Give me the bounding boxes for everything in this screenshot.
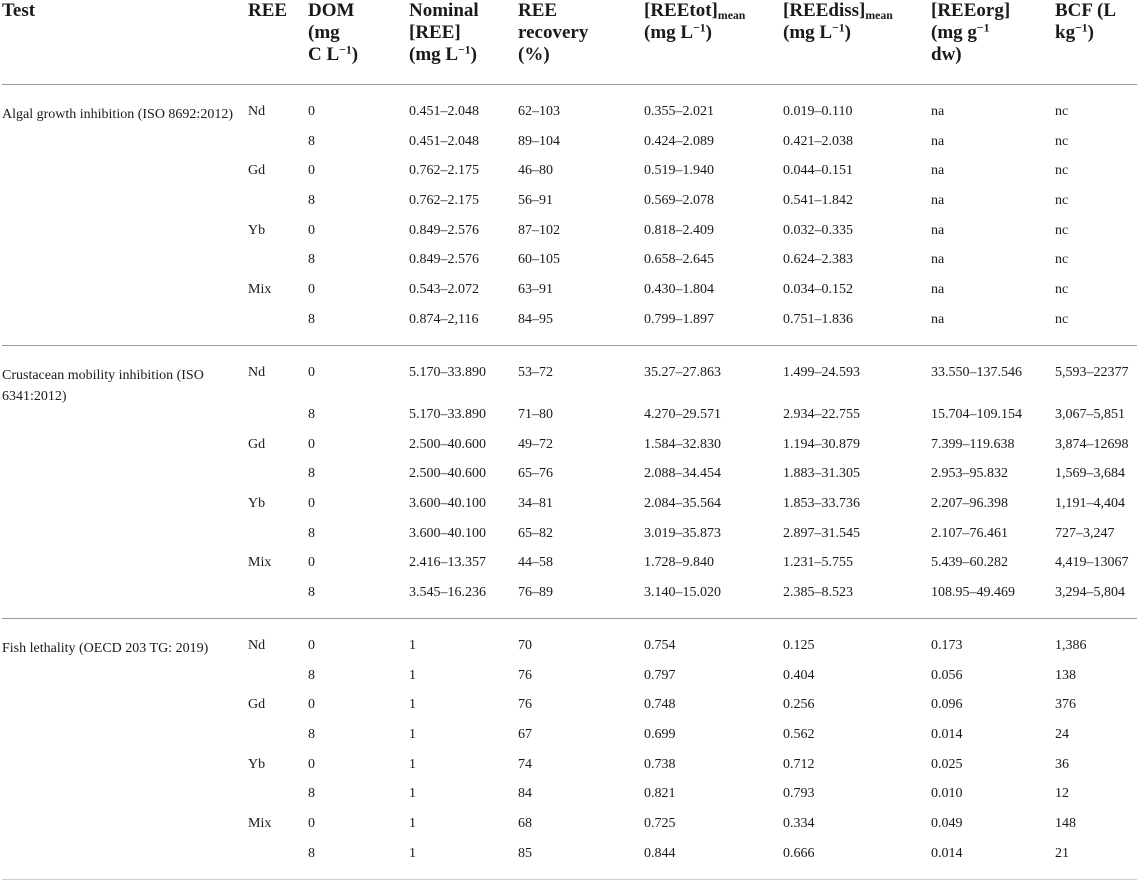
cell-nominal: 1 xyxy=(409,727,416,742)
cell-dom: 0 xyxy=(308,163,315,179)
cell-tot: 0.799–1.897 xyxy=(644,311,714,327)
cell-tot: 0.821 xyxy=(644,786,676,802)
cell-bcf: nc xyxy=(1055,252,1069,268)
cell-dom: 8 xyxy=(308,727,315,742)
cell-org: 0.096 xyxy=(931,697,963,713)
cell-ree: Yb xyxy=(248,495,266,511)
cell-ree xyxy=(248,786,308,816)
cell-ree xyxy=(248,466,308,496)
cell-ree xyxy=(248,312,308,346)
cell-ree xyxy=(248,585,308,619)
cell-bcf: nc xyxy=(1055,133,1069,149)
table-row xyxy=(2,585,1137,619)
cell-diss: 0.562 xyxy=(783,727,815,742)
cell-org: na xyxy=(931,252,945,268)
cell-recovery: 65–76 xyxy=(518,466,553,482)
cell-nominal: 5.170–33.890 xyxy=(409,406,486,422)
table-row xyxy=(2,223,1137,253)
cell-test xyxy=(2,282,248,312)
cell-bcf: 727–3,247 xyxy=(1055,525,1115,541)
cell-nominal: 1 xyxy=(409,786,416,802)
cell-ree xyxy=(248,526,308,556)
cell-org: na xyxy=(931,222,945,238)
table-row xyxy=(2,668,1137,698)
cell-dom: 0 xyxy=(308,555,315,571)
cell-test xyxy=(2,555,248,585)
header-recovery: REE recovery (%) xyxy=(518,0,644,85)
cell-diss: 2.897–31.545 xyxy=(783,525,860,541)
cell-recovery: 87–102 xyxy=(518,222,560,238)
cell-ree xyxy=(248,407,308,437)
cell-test xyxy=(2,252,248,282)
cell-bcf: nc xyxy=(1055,222,1069,238)
cell-recovery: 85 xyxy=(518,846,644,880)
cell-dom: 0 xyxy=(308,816,315,832)
cell-ree: Gd xyxy=(248,436,266,452)
cell-bcf: 24 xyxy=(1055,727,1069,742)
cell-nominal: 1 xyxy=(409,667,416,683)
cell-tot: 0.797 xyxy=(644,667,676,683)
cell-org: 0.014 xyxy=(931,727,963,742)
cell-bcf: 376 xyxy=(1055,697,1076,713)
cell-dom: 0 xyxy=(308,345,409,407)
cell-dom: 0 xyxy=(308,222,315,238)
cell-ree xyxy=(248,193,308,223)
cell-test xyxy=(2,727,248,757)
cell-ree xyxy=(248,846,308,880)
table-row xyxy=(2,697,1137,727)
cell-nominal: 2.500–40.600 xyxy=(409,466,486,482)
cell-test xyxy=(2,193,248,223)
table-row xyxy=(2,437,1137,467)
cell-tot: 1.728–9.840 xyxy=(644,555,714,571)
cell-nominal: 0.849–2.576 xyxy=(409,222,479,238)
cell-recovery: 56–91 xyxy=(518,193,553,209)
cell-tot: 1.584–32.830 xyxy=(644,436,721,452)
cell-recovery: 76 xyxy=(518,697,532,713)
cell-bcf: nc xyxy=(1055,282,1069,298)
cell-dom: 8 xyxy=(308,406,315,422)
cell-test: Algal growth inhibition (ISO 8692:2012) xyxy=(2,107,233,122)
header-test: Test xyxy=(2,0,248,85)
cell-tot: 2.084–35.564 xyxy=(644,495,721,511)
cell-bcf: 1,191–4,404 xyxy=(1055,495,1125,511)
cell-test xyxy=(2,786,248,816)
table-row xyxy=(2,727,1137,757)
cell-nominal: 1 xyxy=(409,618,518,667)
cell-diss: 0.712 xyxy=(783,756,815,772)
cell-test xyxy=(2,437,248,467)
cell-ree: Gd xyxy=(248,163,266,179)
cell-org: 2.207–96.398 xyxy=(931,495,1008,511)
cell-diss: 0.421–2.038 xyxy=(783,133,853,149)
test-group xyxy=(2,85,1137,346)
cell-dom: 8 xyxy=(308,133,315,149)
cell-nominal: 1 xyxy=(409,697,416,713)
cell-recovery: 70 xyxy=(518,618,644,667)
header-bcf: BCF (L $kg^{-1}$) xyxy=(1055,0,1137,85)
cell-test: Fish lethality (OECD 203 TG: 2019) xyxy=(2,618,248,667)
cell-nominal: 3.600–40.100 xyxy=(409,495,486,511)
cell-diss: 0.541–1.842 xyxy=(783,193,853,209)
cell-diss: 0.034–0.152 xyxy=(783,282,853,298)
cell-bcf: 4,419–13067 xyxy=(1055,555,1129,571)
cell-tot: 0.519–1.940 xyxy=(644,163,714,179)
cell-test xyxy=(2,407,248,437)
cell-org: 7.399–119.638 xyxy=(931,436,1015,452)
cell-org: na xyxy=(931,311,945,327)
cell-bcf: 5,593–22377 xyxy=(1055,345,1137,407)
header-ree-org: [REEorg] (mg $g^{-1}$ dw) xyxy=(931,0,1055,85)
cell-org: 15.704–109.154 xyxy=(931,406,1022,422)
cell-ree: Mix xyxy=(248,282,272,298)
cell-ree: Mix xyxy=(248,555,272,571)
cell-test xyxy=(2,585,248,619)
cell-nominal: 0.874–2,116 xyxy=(409,311,479,327)
header-ree-tot: $[REEtot]_{mean}$ (mg $L^{-1}$) xyxy=(644,0,783,85)
cell-bcf: 1,569–3,684 xyxy=(1055,466,1125,482)
cell-dom: 0 xyxy=(308,282,315,298)
header-ree: REE xyxy=(248,0,308,85)
cell-diss: 0.256 xyxy=(783,697,815,713)
cell-org: na xyxy=(931,282,945,298)
cell-org: 5.439–60.282 xyxy=(931,555,1008,571)
cell-dom: 8 xyxy=(308,667,315,683)
cell-tot: 0.658–2.645 xyxy=(644,252,714,268)
cell-tot: 3.019–35.873 xyxy=(644,525,721,541)
cell-nominal: 1 xyxy=(409,846,518,880)
cell-dom: 8 xyxy=(308,466,315,482)
cell-test xyxy=(2,757,248,787)
cell-recovery: 60–105 xyxy=(518,252,560,268)
cell-tot: 0.725 xyxy=(644,816,676,832)
cell-tot: 0.424–2.089 xyxy=(644,133,714,149)
cell-diss: 0.019–0.110 xyxy=(783,104,853,119)
cell-dom: 0 xyxy=(308,436,315,452)
cell-nominal: 0.762–2.175 xyxy=(409,163,479,179)
test-group xyxy=(2,618,1137,879)
cell-nominal: 0.762–2.175 xyxy=(409,193,479,209)
cell-test xyxy=(2,134,248,164)
table-header xyxy=(2,0,1137,85)
cell-diss: 0.044–0.151 xyxy=(783,163,853,179)
cell-tot: 3.140–15.020 xyxy=(644,584,721,600)
cell-tot: 2.088–34.454 xyxy=(644,466,721,482)
table-row xyxy=(2,407,1137,437)
cell-recovery: 76–89 xyxy=(518,584,553,600)
cell-dom: 8 xyxy=(308,846,409,880)
cell-diss: 0.666 xyxy=(783,846,931,880)
cell-ree: Nd xyxy=(248,104,266,119)
cell-ree: Nd xyxy=(248,618,308,667)
table-row xyxy=(2,345,1137,407)
cell-tot: 0.754 xyxy=(644,618,783,667)
table-row xyxy=(2,555,1137,585)
table-row xyxy=(2,846,1137,880)
header-nominal: Nominal [REE] (mg $L^{-1}$) xyxy=(409,0,518,85)
cell-diss: 0.334 xyxy=(783,816,815,832)
cell-tot: 0.430–1.804 xyxy=(644,282,714,298)
table-row xyxy=(2,282,1137,312)
cell-diss: 1.231–5.755 xyxy=(783,555,853,571)
cell-bcf: nc xyxy=(1055,163,1069,179)
cell-recovery: 49–72 xyxy=(518,436,553,452)
table-row xyxy=(2,757,1137,787)
cell-diss: 2.934–22.755 xyxy=(783,406,860,422)
cell-test xyxy=(2,312,248,346)
cell-bcf: nc xyxy=(1055,311,1069,327)
cell-bcf: 21 xyxy=(1055,846,1137,880)
header-dom: DOM (mg C $L^{-1}$) xyxy=(308,0,409,85)
test-group xyxy=(2,345,1137,618)
cell-tot: 0.569–2.078 xyxy=(644,193,714,209)
cell-bcf: nc xyxy=(1055,104,1069,119)
cell-nominal: 3.600–40.100 xyxy=(409,525,486,541)
cell-recovery: 65–82 xyxy=(518,525,553,541)
cell-diss: 0.125 xyxy=(783,618,931,667)
cell-org: 0.025 xyxy=(931,756,963,772)
cell-nominal: 0.451–2.048 xyxy=(409,133,479,149)
cell-dom: 8 xyxy=(308,584,315,600)
table-row xyxy=(2,252,1137,282)
table-row xyxy=(2,193,1137,223)
cell-dom: 8 xyxy=(308,786,315,802)
cell-ree: Nd xyxy=(248,345,308,407)
cell-tot: 35.27–27.863 xyxy=(644,345,783,407)
cell-ree: Yb xyxy=(248,756,266,772)
cell-tot: 4.270–29.571 xyxy=(644,406,721,422)
cell-nominal: 0.543–2.072 xyxy=(409,282,479,298)
data-table xyxy=(2,0,1137,880)
cell-diss: 1.853–33.736 xyxy=(783,495,860,511)
cell-test xyxy=(2,697,248,727)
cell-recovery: 67 xyxy=(518,727,532,742)
cell-bcf: 138 xyxy=(1055,667,1076,683)
table-row xyxy=(2,816,1137,846)
cell-ree: Mix xyxy=(248,816,272,832)
cell-ree xyxy=(248,252,308,282)
table-row xyxy=(2,526,1137,556)
cell-nominal: 2.416–13.357 xyxy=(409,555,486,571)
cell-test xyxy=(2,526,248,556)
cell-test xyxy=(2,846,248,880)
cell-org: 108.95–49.469 xyxy=(931,584,1015,600)
cell-recovery: 53–72 xyxy=(518,345,644,407)
table-row xyxy=(2,786,1137,816)
cell-org: na xyxy=(931,104,945,119)
cell-org: 0.049 xyxy=(931,816,963,832)
table-row xyxy=(2,618,1137,667)
cell-tot: 0.699 xyxy=(644,727,676,742)
cell-ree: Gd xyxy=(248,697,266,713)
cell-test: Crustacean mobility inhibition (ISO 6341:2012) xyxy=(2,345,248,407)
cell-diss: 1.194–30.879 xyxy=(783,436,860,452)
cell-nominal: 0.451–2.048 xyxy=(409,104,479,119)
cell-bcf: 1,386 xyxy=(1055,618,1137,667)
cell-diss: 1.499–24.593 xyxy=(783,345,931,407)
cell-dom: 0 xyxy=(308,697,315,713)
cell-test xyxy=(2,496,248,526)
cell-ree: Yb xyxy=(248,222,266,238)
cell-test xyxy=(2,163,248,193)
table-row xyxy=(2,496,1137,526)
cell-nominal: 1 xyxy=(409,756,416,772)
cell-dom: 8 xyxy=(308,311,315,327)
cell-recovery: 74 xyxy=(518,756,532,772)
table-row xyxy=(2,134,1137,164)
cell-diss: 0.032–0.335 xyxy=(783,222,853,238)
cell-tot: 0.355–2.021 xyxy=(644,104,714,119)
cell-nominal: 3.545–16.236 xyxy=(409,584,486,600)
header-ree-diss: $[REEdiss]_{mean}$ (mg $L^{-1}$) xyxy=(783,0,931,85)
cell-recovery: 44–58 xyxy=(518,555,553,571)
cell-dom: 8 xyxy=(308,193,315,209)
cell-diss: 0.624–2.383 xyxy=(783,252,853,268)
cell-org: 33.550–137.546 xyxy=(931,345,1055,407)
cell-dom: 0 xyxy=(308,104,315,119)
cell-recovery: 76 xyxy=(518,667,532,683)
cell-diss: 0.793 xyxy=(783,786,815,802)
cell-recovery: 46–80 xyxy=(518,163,553,179)
cell-ree xyxy=(248,668,308,698)
cell-nominal: 1 xyxy=(409,816,416,832)
table-row xyxy=(2,163,1137,193)
cell-org: 0.014 xyxy=(931,846,1055,880)
cell-recovery: 71–80 xyxy=(518,406,553,422)
cell-nominal: 2.500–40.600 xyxy=(409,436,486,452)
cell-diss: 2.385–8.523 xyxy=(783,584,853,600)
cell-bcf: nc xyxy=(1055,193,1069,209)
cell-bcf: 3,067–5,851 xyxy=(1055,406,1125,422)
cell-org: 2.107–76.461 xyxy=(931,525,1008,541)
cell-test xyxy=(2,223,248,253)
cell-bcf: 12 xyxy=(1055,786,1069,802)
cell-recovery: 89–104 xyxy=(518,133,560,149)
cell-test xyxy=(2,668,248,698)
cell-bcf: 36 xyxy=(1055,756,1069,772)
cell-recovery: 34–81 xyxy=(518,495,553,511)
cell-org: 0.173 xyxy=(931,618,1055,667)
cell-dom: 0 xyxy=(308,495,315,511)
cell-org: 0.056 xyxy=(931,667,963,683)
table-row xyxy=(2,466,1137,496)
cell-tot: 0.818–2.409 xyxy=(644,222,714,238)
cell-ree xyxy=(248,134,308,164)
cell-test xyxy=(2,466,248,496)
cell-tot: 0.844 xyxy=(644,846,783,880)
cell-bcf: 148 xyxy=(1055,816,1076,832)
cell-dom: 8 xyxy=(308,525,315,541)
cell-org: 0.010 xyxy=(931,786,963,802)
cell-recovery: 68 xyxy=(518,816,532,832)
cell-recovery: 63–91 xyxy=(518,282,553,298)
cell-dom: 0 xyxy=(308,756,315,772)
cell-org: na xyxy=(931,193,945,209)
cell-tot: 0.748 xyxy=(644,697,676,713)
cell-org: na xyxy=(931,163,945,179)
cell-dom: 8 xyxy=(308,252,315,268)
cell-test xyxy=(2,816,248,846)
cell-ree xyxy=(248,727,308,757)
cell-nominal: 0.849–2.576 xyxy=(409,252,479,268)
cell-org: 2.953–95.832 xyxy=(931,466,1008,482)
cell-diss: 1.883–31.305 xyxy=(783,466,860,482)
cell-bcf: 3,874–12698 xyxy=(1055,436,1129,452)
cell-recovery: 62–103 xyxy=(518,104,560,119)
cell-nominal: 5.170–33.890 xyxy=(409,345,518,407)
cell-recovery: 84 xyxy=(518,786,532,802)
cell-dom: 0 xyxy=(308,618,409,667)
cell-recovery: 84–95 xyxy=(518,311,553,327)
cell-org: na xyxy=(931,133,945,149)
table-row xyxy=(2,312,1137,346)
cell-bcf: 3,294–5,804 xyxy=(1055,584,1125,600)
cell-diss: 0.751–1.836 xyxy=(783,311,853,327)
cell-tot: 0.738 xyxy=(644,756,676,772)
table-row xyxy=(2,85,1137,134)
cell-diss: 0.404 xyxy=(783,667,815,683)
